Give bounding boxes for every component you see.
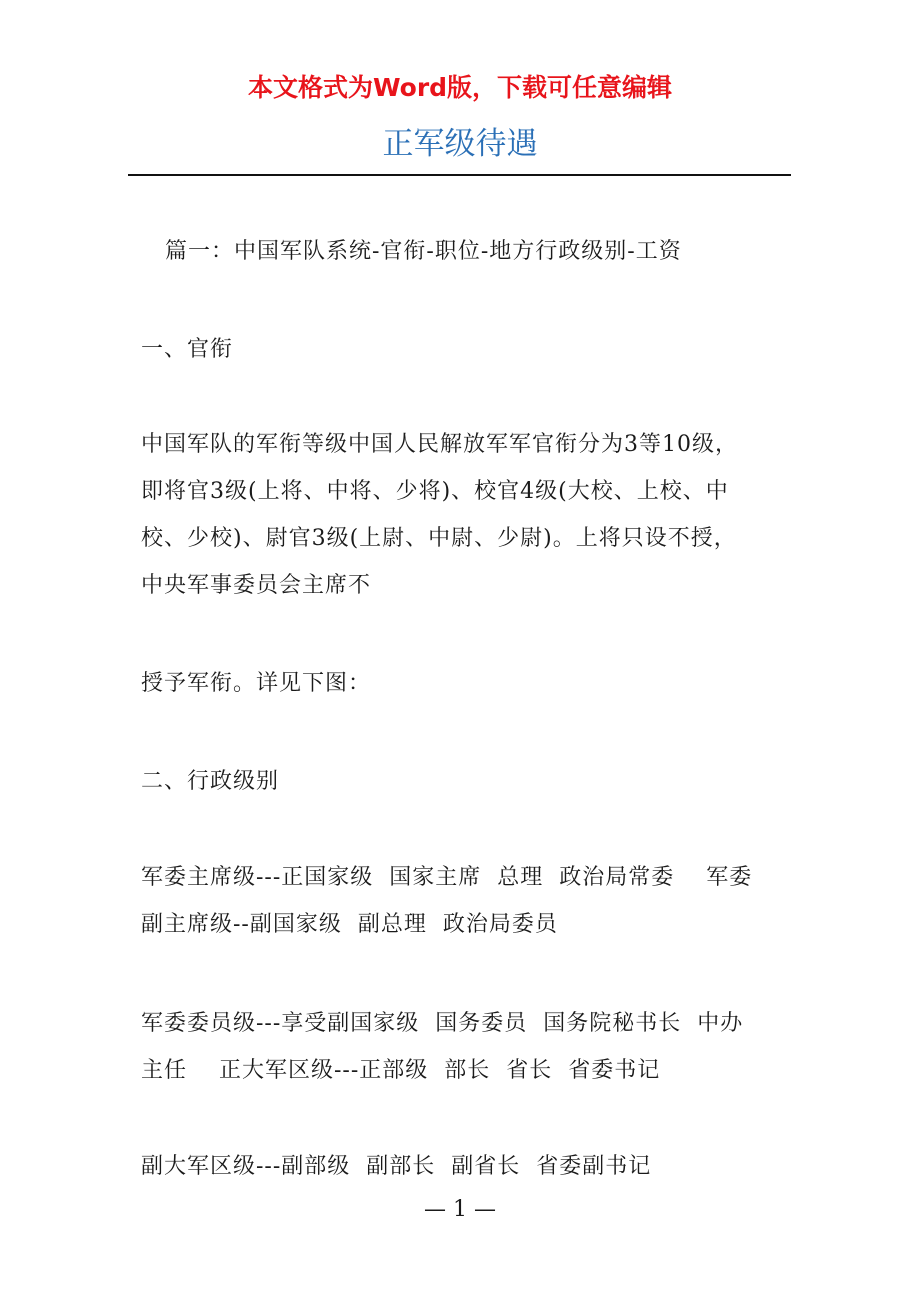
paragraph-line: 军委主席级---正国家级 国家主席 总理 政治局常委 军委 xyxy=(141,865,753,890)
word-format-notice: 本文格式为Word版，下载可任意编辑 xyxy=(247,73,673,102)
page-number: — 1 — xyxy=(424,1197,496,1222)
intro-text: 篇一：中国军队系统-官衔-职位-地方行政级别-工资 xyxy=(165,239,682,264)
section-heading-text: 一、官衔 xyxy=(141,337,234,362)
paragraph-cmc-chairman xyxy=(141,854,791,948)
paragraph-line: 校、少校)、尉官3级(上尉、中尉、少尉)。上将只设不授， xyxy=(141,526,737,551)
document-title: 正军级待遇 xyxy=(382,126,538,162)
section-heading-text: 二、行政级别 xyxy=(141,769,280,794)
paragraph-line: 副主席级--副国家级 副总理 政治局委员 xyxy=(141,912,558,937)
paragraph-cmc-member xyxy=(141,1000,791,1094)
section-heading-ranks xyxy=(141,326,791,373)
paragraph-rank-levels xyxy=(141,421,791,609)
paragraph-line: 副大军区级---副部级 副部长 副省长 省委副书记 xyxy=(141,1154,652,1179)
paragraph-see-figure xyxy=(141,660,791,707)
paragraph-line: 即将官3级(上将、中将、少将)、校官4级(大校、上校、中 xyxy=(141,479,729,504)
paragraph-line: 中国军队的军衔等级中国人民解放军军官衔分为3等10级， xyxy=(141,432,738,457)
paragraph-line: 中央军事委员会主席不 xyxy=(141,573,372,598)
intro-line xyxy=(165,228,815,275)
paragraph-line: 主任 正大军区级---正部级 部长 省长 省委书记 xyxy=(141,1058,661,1083)
title-divider xyxy=(128,174,791,176)
paragraph-deputy-military-region xyxy=(141,1143,791,1190)
section-heading-admin-levels xyxy=(141,758,791,805)
paragraph-line: 军委委员级---享受副国家级 国务委员 国务院秘书长 中办 xyxy=(141,1011,744,1036)
paragraph-line: 授予军衔。详见下图： xyxy=(141,671,372,696)
